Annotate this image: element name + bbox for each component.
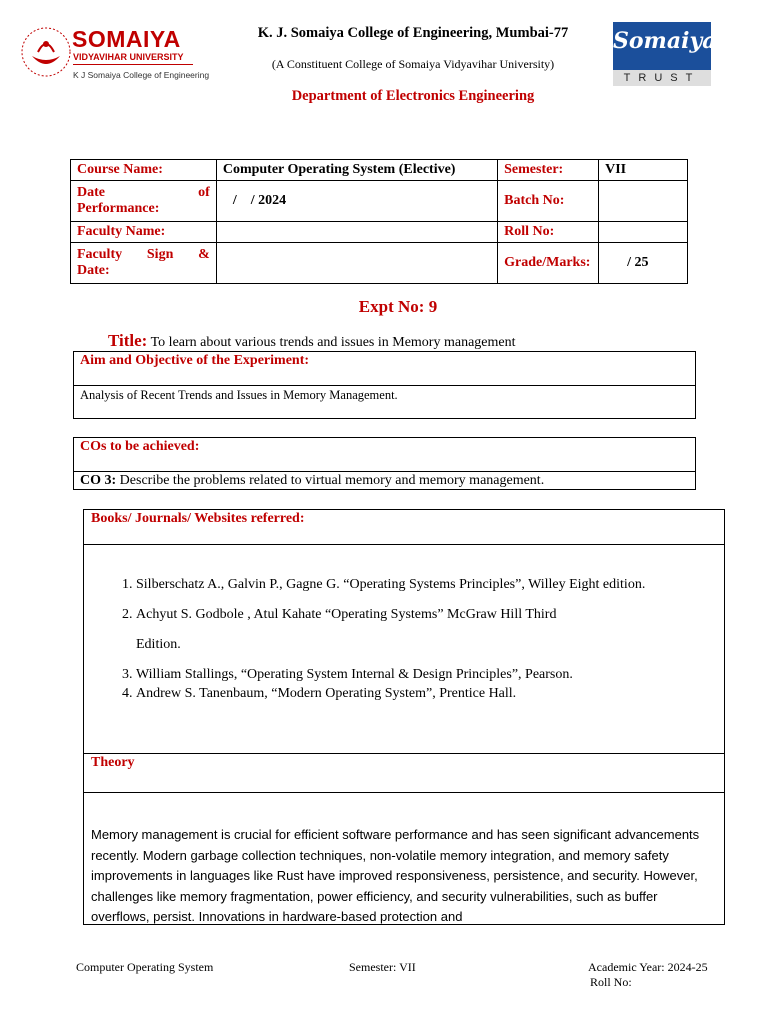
department-name: Department of Electronics Engineering <box>291 88 535 104</box>
grade-label: Grade/Marks: <box>498 243 599 284</box>
date-label: Date of Performance: <box>71 181 217 222</box>
cos-box <box>73 437 696 490</box>
books-heading: Books/ Journals/ Websites referred: <box>84 510 724 545</box>
course-name-label: Course Name: <box>71 160 217 181</box>
semester-value: VII <box>599 160 688 181</box>
footer-semester: Semester: VII <box>349 960 416 974</box>
experiment-number: Expt No: 9 <box>358 297 438 316</box>
book-item: 4. Andrew S. Tanenbaum, “Modern Operating System”, Prentice Hall. <box>136 686 724 702</box>
books-list-cell <box>84 545 724 754</box>
college-name: K. J. Somaiya College of Engineering, Mumbai-77 <box>257 25 569 41</box>
faculty-name-value <box>216 222 497 243</box>
aim-heading: Aim and Objective of the Experiment: <box>74 352 695 386</box>
constituent-line: (A Constituent College of Somaiya Vidyavihar University) <box>271 57 555 71</box>
co-row <box>74 472 695 489</box>
logo-university: VIDYAVIHAR UNIVERSITY <box>73 52 184 62</box>
batch-value <box>599 181 688 222</box>
logo-college: K J Somaiya College of Engineering <box>73 70 210 80</box>
title-text: To learn about various trends and issues in Memory management <box>150 335 516 350</box>
faculty-sign-value <box>216 243 497 284</box>
co-label: CO 3: <box>80 473 117 488</box>
theory-heading: Theory <box>84 754 724 793</box>
logo-brand: SOMAIYA <box>72 26 181 52</box>
aim-text: Analysis of Recent Trends and Issues in Memory Management. <box>80 388 398 402</box>
book-item: 3. William Stallings, “Operating System Internal & Design Principles”, Pearson. <box>136 667 724 683</box>
books-theory-box <box>83 509 725 925</box>
footer-roll: Roll No: <box>590 975 632 989</box>
info-table <box>70 159 688 284</box>
aim-box <box>73 351 696 419</box>
date-value: / / 2024 <box>216 181 497 222</box>
grade-value: / 25 <box>599 243 688 284</box>
title-label: Title: <box>108 331 148 350</box>
roll-value <box>599 222 688 243</box>
theory-text: Memory management is crucial for efficient software performance and has seen significant advancements recently. Modern garbage collection techniques, non-volatile memory integration, and memory safety improvements in languages like Rust have improved responsiveness, persistence, and security. However, challenges like memory fragmentation, power efficiency, and security vulnerabilities, such as buffer overflows, persist. Innovations in hardware-based protection and <box>91 827 700 924</box>
roll-label: Roll No: <box>498 222 599 243</box>
cos-heading: COs to be achieved: <box>74 438 695 472</box>
footer-course: Computer Operating System <box>76 960 214 974</box>
trust-band: TRUST <box>613 70 711 86</box>
footer-year: Academic Year: 2024-25 <box>588 960 708 974</box>
trust-script: Somaiya <box>613 28 717 54</box>
theory-cell <box>84 793 724 924</box>
faculty-sign-label: Faculty Sign & Date: <box>71 243 217 284</box>
co-text: Describe the problems related to virtual memory and memory management. <box>119 473 545 488</box>
book-item: 2. Achyut S. Godbole , Atul Kahate “Operating Systems” McGraw Hill Third Edition. <box>136 607 724 653</box>
book-item: 1. Silberschatz A., Galvin P., Gagne G. “Operating Systems Principles”, Willey Eight edition. <box>136 577 724 593</box>
course-name-value: Computer Operating System (Elective) <box>216 160 497 181</box>
semester-label: Semester: <box>498 160 599 181</box>
batch-label: Batch No: <box>498 181 599 222</box>
books-list <box>84 577 724 702</box>
experiment-title <box>108 331 515 351</box>
faculty-name-label: Faculty Name: <box>71 222 217 243</box>
